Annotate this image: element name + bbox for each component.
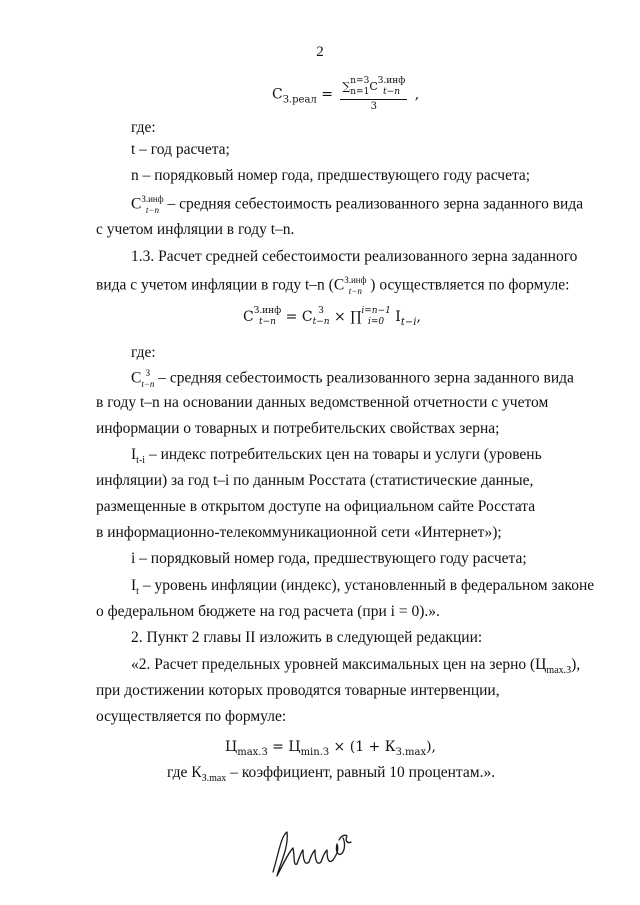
fraction-numerator bbox=[340, 76, 407, 100]
formula-max-price bbox=[225, 737, 436, 763]
page-number: 2 bbox=[316, 44, 324, 60]
index-stack bbox=[313, 306, 330, 328]
formula-subscript: min.З bbox=[300, 747, 330, 758]
times-sign: × bbox=[329, 309, 351, 325]
quote-line3: осуществляется по формуле: bbox=[96, 708, 287, 725]
quote-line1 bbox=[131, 655, 580, 681]
formula-symbol: I bbox=[395, 309, 401, 325]
product-upper-limit: i=n−1 bbox=[361, 306, 391, 316]
definition-I0-line2: о федеральном бюджете на год расчета (при i = 0).». bbox=[96, 603, 440, 620]
definition-it bbox=[131, 445, 542, 471]
formula-symbol: Ц bbox=[288, 739, 301, 755]
product-lower-limit: i=0 bbox=[368, 317, 385, 327]
formula-symbol: Ц bbox=[225, 739, 238, 755]
formula-symbol: С bbox=[333, 276, 345, 294]
index-stack bbox=[378, 76, 406, 98]
definition-t: t – год расчета; bbox=[131, 141, 230, 158]
formula-subscript: t−n bbox=[258, 317, 276, 327]
formula-subscript: t−n bbox=[348, 286, 362, 296]
formula-symbol: С bbox=[243, 309, 254, 325]
times-sign: × (1 + bbox=[329, 739, 385, 755]
definition-text: – средняя себестоимость реализованного зерна заданного вида bbox=[154, 369, 574, 387]
formula-subscript: З.реал bbox=[282, 94, 317, 106]
paragraph-text: «2. Расчет предельных уровней максимальных цен на зерно (Ц bbox=[131, 656, 547, 673]
formula-subscript: З.max bbox=[201, 773, 227, 784]
sum-sign: ∑ bbox=[342, 80, 351, 93]
definition-c3-cont2: информации о товарных и потребительских свойствах зерна; bbox=[96, 420, 500, 437]
formula-subscript: t bbox=[136, 586, 139, 597]
definition-n: n – порядковый номер года, предшествующего году расчета; bbox=[131, 167, 531, 184]
signature bbox=[265, 822, 365, 882]
equals-sign: = bbox=[267, 739, 289, 755]
index-stack bbox=[344, 275, 366, 297]
formula-superscript: З bbox=[145, 368, 151, 378]
paragraph-text: 1.3. Расчет средней себестоимости реализованного зерна заданного bbox=[131, 248, 578, 265]
definition-i: i – порядковый номер года, предшествующего году расчета; bbox=[131, 550, 527, 567]
definition-text: в году t–n на основании данных ведомственной отчетности с учетом bbox=[96, 394, 549, 411]
point-2-instruction: 2. Пункт 2 главы II изложить в следующей редакции: bbox=[131, 629, 483, 646]
sum-lower-limit: n=1 bbox=[350, 87, 370, 97]
fraction bbox=[340, 76, 407, 113]
formula-subscript: t−n bbox=[312, 317, 330, 327]
formula-subscript: t−i bbox=[400, 317, 417, 328]
paragraph-1-3-line2 bbox=[96, 275, 569, 297]
formula-symbol: С bbox=[301, 309, 313, 325]
formula-symbol: I bbox=[131, 577, 137, 594]
formula-punctuation: , bbox=[416, 309, 421, 325]
definition-it-line3: размещенные в открытом доступе на официальном сайте Росстата bbox=[96, 498, 536, 515]
formula-subscript: З.max bbox=[395, 747, 427, 758]
formula-punctuation: , bbox=[414, 86, 420, 103]
definition-it-line4: в информационно-телекоммуникационной сети «Интернет»); bbox=[96, 524, 502, 541]
quote-line2 bbox=[96, 681, 586, 701]
paragraph-text: ) осуществляется по формуле: bbox=[366, 276, 570, 294]
where-label-2: где: bbox=[131, 344, 156, 361]
sum-upper-limit: n=3 bbox=[350, 76, 370, 86]
paragraph-text: ), bbox=[571, 656, 581, 673]
equals-sign: = bbox=[321, 86, 333, 103]
formula-superscript: З.инф bbox=[141, 194, 164, 204]
paragraph-text: при достижении которых проводятся товарные интервенции, bbox=[96, 682, 500, 699]
definition-it-line2: инфляции) за год t–i по данным Росстата (статистические данные, bbox=[96, 472, 534, 489]
coefficient-definition bbox=[167, 763, 495, 789]
definition-text: – индекс потребительских цен на товары и услуги (уровень bbox=[145, 446, 542, 463]
fraction-denominator: 3 bbox=[370, 101, 378, 112]
formula-symbol: С bbox=[369, 80, 378, 93]
definition-I0 bbox=[131, 576, 594, 602]
definition-text: – уровень инфляции (индекс), установленный в федеральном законе bbox=[138, 577, 595, 594]
product-sign: ∏ bbox=[350, 309, 362, 325]
definition-c3-cont1 bbox=[96, 393, 586, 413]
sum-limits bbox=[350, 76, 369, 98]
formula-symbol: К bbox=[384, 739, 396, 755]
formula-superscript: З bbox=[318, 306, 324, 316]
formula-average-cost bbox=[272, 76, 419, 113]
formula-subscript: t−n bbox=[383, 87, 400, 97]
formula-subscript: max.З bbox=[546, 665, 572, 676]
formula-superscript: З.инф bbox=[377, 76, 406, 86]
definition-c-inflation bbox=[131, 194, 583, 216]
formula-subscript: t-i bbox=[136, 455, 146, 466]
definition-text: – коэффициент, равный 10 процентам.». bbox=[226, 764, 496, 781]
index-stack bbox=[141, 194, 163, 216]
index-stack bbox=[141, 368, 154, 390]
formula-symbol: С bbox=[131, 369, 142, 387]
product-limits bbox=[361, 306, 390, 328]
where-label: где: bbox=[131, 119, 156, 136]
formula-inflation-cost bbox=[243, 306, 421, 333]
formula-punctuation: ), bbox=[426, 739, 437, 755]
paragraph-text: вида с учетом инфляции в году t–n ( bbox=[96, 276, 334, 294]
formula-subscript: t−n bbox=[145, 205, 159, 215]
equals-sign: = bbox=[281, 309, 302, 325]
formula-symbol: С bbox=[131, 195, 142, 213]
formula-symbol: С bbox=[272, 86, 283, 103]
formula-symbol: I bbox=[131, 446, 137, 463]
formula-subscript: t−n bbox=[141, 379, 155, 389]
formula-superscript: З.инф bbox=[344, 275, 367, 285]
definition-text: где К bbox=[167, 764, 202, 781]
index-stack bbox=[254, 306, 282, 328]
formula-superscript: З.инф bbox=[253, 306, 282, 316]
definition-c-inflation-cont: с учетом инфляции в году t–n. bbox=[96, 221, 295, 238]
paragraph-1-3-line1 bbox=[131, 247, 586, 267]
formula-subscript: max.З bbox=[237, 747, 268, 758]
definition-c3 bbox=[131, 368, 574, 390]
definition-text: – средняя себестоимость реализованного зерна заданного вида bbox=[163, 195, 584, 213]
